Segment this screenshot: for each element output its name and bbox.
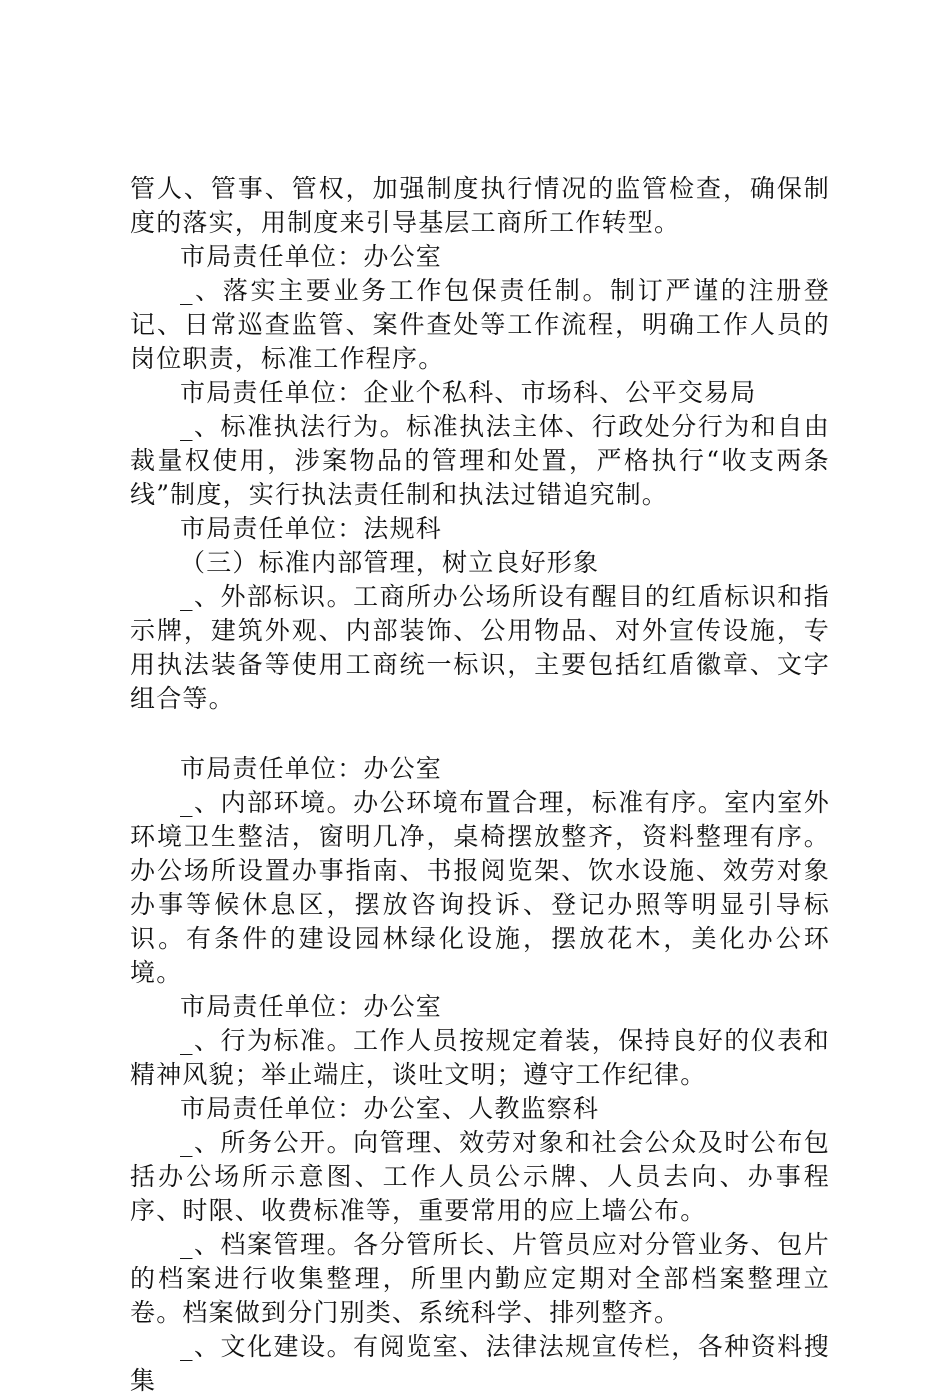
paragraph-1: 管人、管事、管权，加强制度执行情况的监管检查，确保制度的落实，用制度来引导基层工商所工作转型。 bbox=[130, 174, 830, 237]
blank-line bbox=[130, 716, 830, 752]
paragraph-2: _、落实主要业务工作包保责任制。制订严谨的注册登记、日常巡查监管、案件查处等工作流程，明确工作人员的岗位职责，标准工作程序。 bbox=[130, 276, 830, 373]
responsible-unit-3: 市局责任单位：法规科 bbox=[180, 514, 443, 543]
paragraph-3: _、标准执法行为。标准执法主体、行政处分行为和自由裁量权使用，涉案物品的管理和处置，严格执行“收支两条线”制度，实行执法责任制和执法过错追究制。 bbox=[130, 412, 830, 509]
section-heading-3: （三）标准内部管理，树立良好形象 bbox=[180, 548, 600, 577]
responsible-unit-1: 市局责任单位：办公室 bbox=[180, 242, 443, 271]
paragraph-9: _、文化建设。有阅览室、法律法规宣传栏，各种资料搜集 bbox=[130, 1332, 830, 1395]
paragraph-7: _、所务公开。向管理、效劳对象和社会公众及时公布包括办公场所示意图、工作人员公示牌、人员去向、办事程序、时限、收费标准等，重要常用的应上墙公布。 bbox=[130, 1128, 830, 1225]
paragraph-6: _、行为标准。工作人员按规定着装，保持良好的仪表和精神风貌；举止端庄，谈吐文明；遵守工作纪律。 bbox=[130, 1026, 830, 1089]
responsible-unit-6: 市局责任单位：办公室、人教监察科 bbox=[180, 1094, 600, 1123]
paragraph-4: _、外部标识。工商所办公场所设有醒目的红盾标识和指示牌，建筑外观、内部装饰、公用物品、对外宣传设施，专用执法装备等使用工商统一标识，主要包括红盾徽章、文字组合等。 bbox=[130, 582, 830, 713]
paragraph-5: _、内部环境。办公环境布置合理，标准有序。室内室外环境卫生整洁，窗明几净，桌椅摆放整齐，资料整理有序。办公场所设置办事指南、书报阅览架、饮水设施、效劳对象办事等候休息区，摆放咨询投诉、登记办照等明显引导标识。有条件的建设园林绿化设施，摆放花木，美化办公环境。 bbox=[130, 788, 830, 987]
responsible-unit-5: 市局责任单位：办公室 bbox=[180, 992, 443, 1021]
responsible-unit-2: 市局责任单位：企业个私科、市场科、公平交易局 bbox=[180, 378, 757, 407]
responsible-unit-4: 市局责任单位：办公室 bbox=[180, 754, 443, 783]
paragraph-8: _、档案管理。各分管所长、片管员应对分管业务、包片的档案进行收集整理，所里内勤应定期对全部档案整理立卷。档案做到分门别类、系统科学、排列整齐。 bbox=[130, 1230, 830, 1327]
document-body bbox=[130, 172, 830, 1398]
